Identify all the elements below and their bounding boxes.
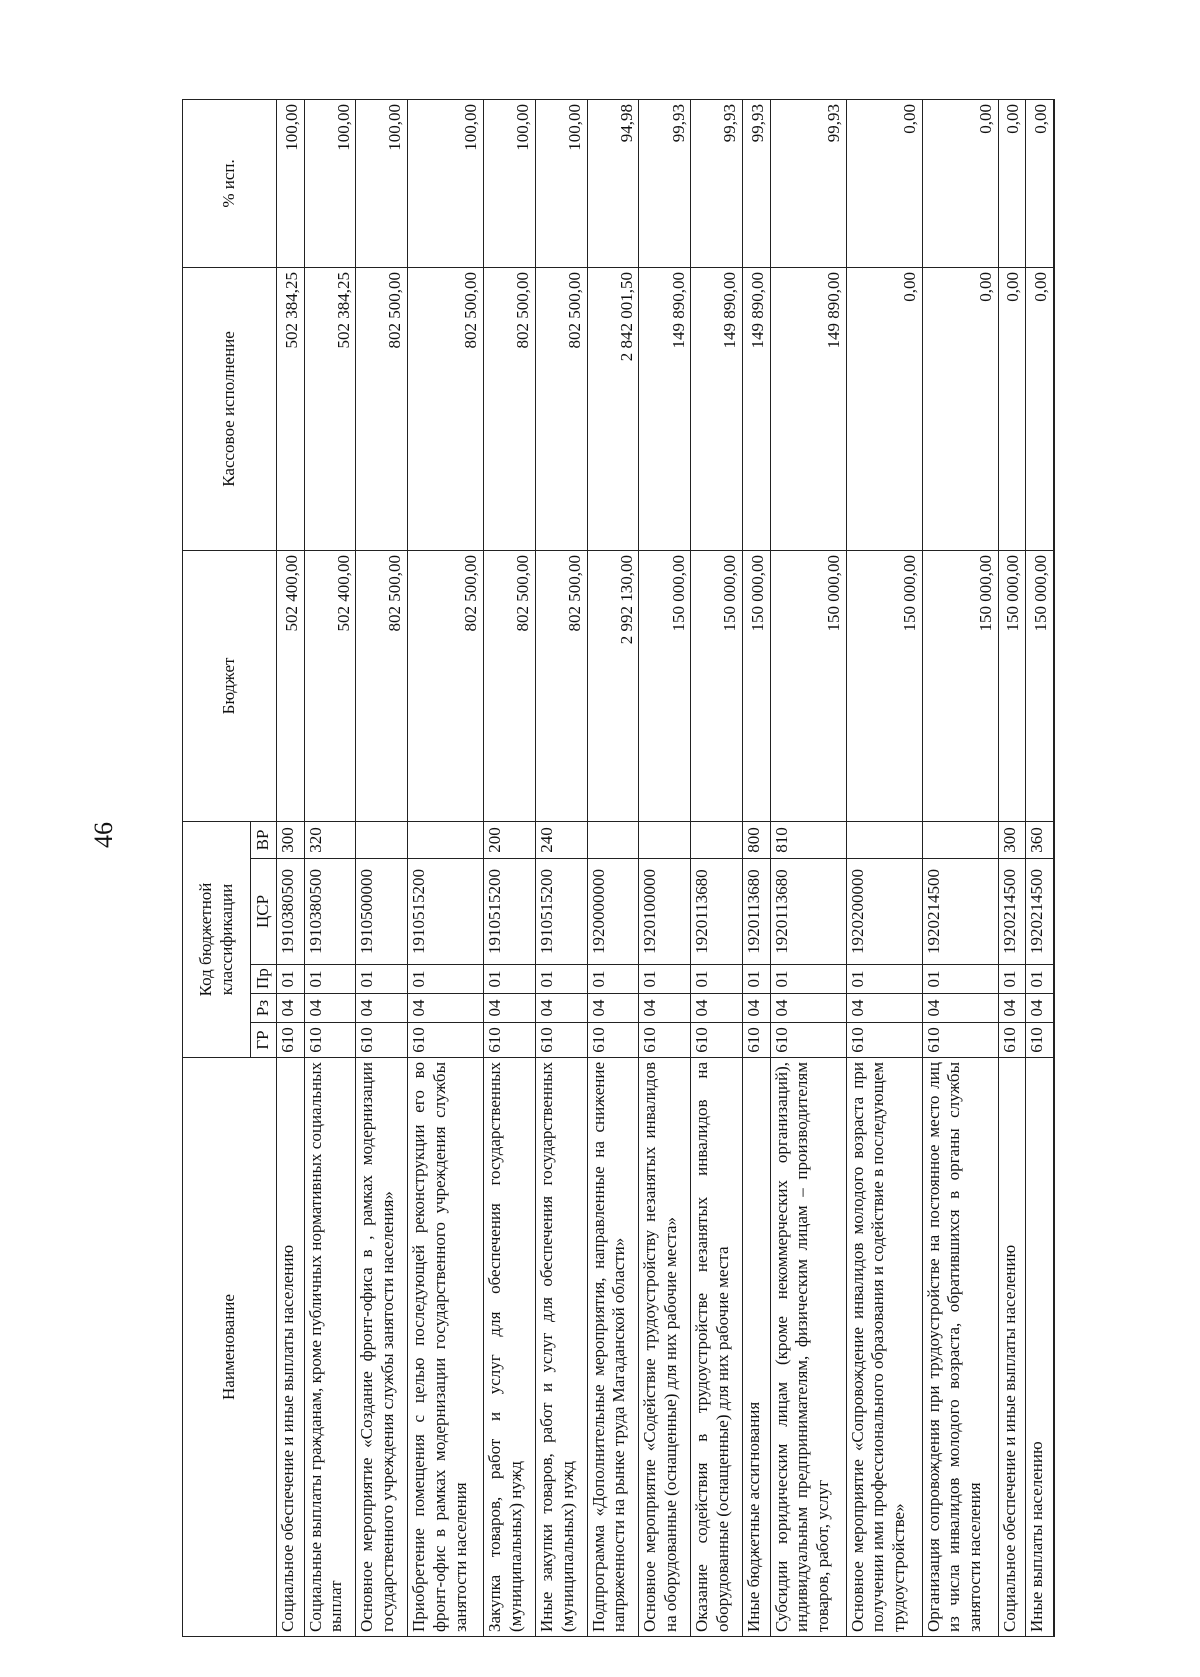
row-vr: 360 <box>1026 821 1054 858</box>
row-rz: 04 <box>535 994 587 1023</box>
row-percent: 99,93 <box>639 99 691 267</box>
row-name: Подпрограмма «Дополнительные мероприятия, направленные на снижение напряженности на рынке труда Магаданской области» <box>587 1058 639 1637</box>
row-gr: 610 <box>535 1023 587 1058</box>
row-vr: 240 <box>535 821 587 858</box>
row-rz: 04 <box>770 994 846 1023</box>
row-rz: 04 <box>304 994 356 1023</box>
row-name: Иные выплаты населению <box>1026 1058 1054 1637</box>
table-header <box>183 99 277 1636</box>
row-gr: 610 <box>922 1023 998 1058</box>
row-name: Иные закупки товаров, работ и услуг для обеспечения государственных (муниципальных) нужд <box>535 1058 587 1637</box>
row-rz: 04 <box>691 994 743 1023</box>
row-rz: 04 <box>484 994 536 1023</box>
row-pr: 01 <box>846 965 922 994</box>
row-budget: 2 992 130,00 <box>587 550 639 821</box>
row-csr: 1920100000 <box>639 859 691 965</box>
row-vr <box>846 821 922 858</box>
row-rz: 04 <box>408 994 484 1023</box>
row-csr: 1920113680 <box>743 859 771 965</box>
row-budget: 150 000,00 <box>998 550 1026 821</box>
header-csr: ЦСР <box>251 859 277 965</box>
row-name: Социальное обеспечение и иные выплаты населению <box>998 1058 1026 1637</box>
row-name: Основное мероприятие «Создание фронт-офиса в , рамках модернизации государственного учреждения службы занятости населения» <box>356 1058 408 1637</box>
row-name: Основное мероприятие «Сопровождение инвалидов молодого возраста при получении ими профессионального образования и содействие в последующем трудоустройстве» <box>846 1058 922 1637</box>
table-body <box>277 99 1055 1636</box>
row-budget: 150 000,00 <box>691 550 743 821</box>
row-gr: 610 <box>484 1023 536 1058</box>
row-pr: 01 <box>743 965 771 994</box>
row-budget: 502 400,00 <box>277 550 305 821</box>
table-row <box>922 99 998 1636</box>
row-budget: 150 000,00 <box>1026 550 1054 821</box>
row-pr: 01 <box>639 965 691 994</box>
header-vr: ВР <box>251 821 277 858</box>
row-percent: 100,00 <box>408 99 484 267</box>
row-gr: 610 <box>846 1023 922 1058</box>
row-pr: 01 <box>277 965 305 994</box>
row-csr: 1910500000 <box>356 859 408 965</box>
header-name: Наименование <box>183 1058 277 1637</box>
row-cash: 149 890,00 <box>639 267 691 550</box>
row-gr: 610 <box>408 1023 484 1058</box>
row-pr: 01 <box>535 965 587 994</box>
row-pr: 01 <box>587 965 639 994</box>
row-name: Оказание содействия в трудоустройстве незанятых инвалидов на оборудованные (оснащенные) для них рабочие места <box>691 1058 743 1637</box>
table-row <box>408 99 484 1636</box>
row-vr: 320 <box>304 821 356 858</box>
row-name: Основное мероприятие «Содействие трудоустройству незанятых инвалидов на оборудованные (оснащенные) для них рабочие места» <box>639 1058 691 1637</box>
row-rz: 04 <box>639 994 691 1023</box>
row-budget: 802 500,00 <box>408 550 484 821</box>
row-gr: 610 <box>743 1023 771 1058</box>
row-csr: 1920214500 <box>922 859 998 965</box>
row-cash: 149 890,00 <box>770 267 846 550</box>
row-budget: 802 500,00 <box>484 550 536 821</box>
row-pr: 01 <box>304 965 356 994</box>
row-gr: 610 <box>998 1023 1026 1058</box>
row-vr: 810 <box>770 821 846 858</box>
row-cash: 0,00 <box>922 267 998 550</box>
table-row <box>587 99 639 1636</box>
row-csr: 1920214500 <box>998 859 1026 965</box>
row-cash: 802 500,00 <box>356 267 408 550</box>
row-pr: 01 <box>922 965 998 994</box>
row-csr: 1920000000 <box>587 859 639 965</box>
table-row <box>998 99 1026 1636</box>
row-percent: 100,00 <box>535 99 587 267</box>
row-pr: 01 <box>484 965 536 994</box>
row-name: Приобретение помещения с целью последующей реконструкции его во фронт-офис в рамках модернизации государственного учреждения службы занятости населения <box>408 1058 484 1637</box>
page-number: 46 <box>89 822 118 848</box>
row-rz: 04 <box>998 994 1026 1023</box>
row-percent: 0,00 <box>922 99 998 267</box>
table-row <box>304 99 356 1636</box>
row-cash: 0,00 <box>998 267 1026 550</box>
row-csr: 1920113680 <box>691 859 743 965</box>
row-name: Организация сопровождения при трудоустройстве на постоянное место лиц из числа инвалидов молодого возраста, обратившихся в органы службы занятости населения <box>922 1058 998 1637</box>
row-vr: 800 <box>743 821 771 858</box>
row-vr <box>587 821 639 858</box>
row-csr: 1920200000 <box>846 859 922 965</box>
row-cash: 0,00 <box>846 267 922 550</box>
table-row <box>639 99 691 1636</box>
table-row <box>743 99 771 1636</box>
row-cash: 0,00 <box>1026 267 1054 550</box>
row-rz: 04 <box>1026 994 1054 1023</box>
row-percent: 100,00 <box>484 99 536 267</box>
row-csr: 1920113680 <box>770 859 846 965</box>
row-rz: 04 <box>922 994 998 1023</box>
row-budget: 150 000,00 <box>639 550 691 821</box>
row-csr: 1920214500 <box>1026 859 1054 965</box>
row-vr <box>356 821 408 858</box>
row-cash: 149 890,00 <box>691 267 743 550</box>
row-csr: 1910380500 <box>304 859 356 965</box>
row-cash: 149 890,00 <box>743 267 771 550</box>
row-vr <box>922 821 998 858</box>
row-percent: 100,00 <box>277 99 305 267</box>
row-cash: 802 500,00 <box>535 267 587 550</box>
row-budget: 150 000,00 <box>846 550 922 821</box>
header-percent: % исп. <box>183 99 277 267</box>
row-vr: 300 <box>277 821 305 858</box>
table-row <box>277 99 305 1636</box>
row-rz: 04 <box>743 994 771 1023</box>
row-rz: 04 <box>587 994 639 1023</box>
header-rz: Рз <box>251 994 277 1023</box>
row-pr: 01 <box>998 965 1026 994</box>
table-row <box>846 99 922 1636</box>
header-pr: Пр <box>251 965 277 994</box>
table-row <box>770 99 846 1636</box>
row-percent: 99,93 <box>743 99 771 267</box>
row-gr: 610 <box>1026 1023 1054 1058</box>
row-rz: 04 <box>356 994 408 1023</box>
table-row <box>1026 99 1054 1636</box>
rotated-budget-table-sheet <box>182 100 1055 1637</box>
row-budget: 150 000,00 <box>922 550 998 821</box>
row-gr: 610 <box>304 1023 356 1058</box>
row-gr: 610 <box>691 1023 743 1058</box>
row-vr: 300 <box>998 821 1026 858</box>
row-csr: 1910515200 <box>408 859 484 965</box>
header-cash-execution: Кассовое исполнение <box>183 267 277 550</box>
table-row <box>484 99 536 1636</box>
row-gr: 610 <box>587 1023 639 1058</box>
row-rz: 04 <box>277 994 305 1023</box>
row-budget: 802 500,00 <box>535 550 587 821</box>
row-csr: 1910380500 <box>277 859 305 965</box>
row-vr <box>408 821 484 858</box>
row-gr: 610 <box>277 1023 305 1058</box>
row-budget: 502 400,00 <box>304 550 356 821</box>
row-pr: 01 <box>1026 965 1054 994</box>
row-pr: 01 <box>356 965 408 994</box>
row-pr: 01 <box>408 965 484 994</box>
header-code-group: Код бюджетной классификации <box>183 821 251 1057</box>
row-vr <box>639 821 691 858</box>
row-percent: 99,93 <box>770 99 846 267</box>
row-percent: 99,93 <box>691 99 743 267</box>
table-row <box>691 99 743 1636</box>
row-name: Социальные выплаты гражданам, кроме публичных нормативных социальных выплат <box>304 1058 356 1637</box>
row-name: Иные бюджетные ассигнования <box>743 1058 771 1637</box>
row-percent: 100,00 <box>304 99 356 267</box>
row-percent: 0,00 <box>846 99 922 267</box>
table-row <box>356 99 408 1636</box>
row-cash: 2 842 001,50 <box>587 267 639 550</box>
header-budget: Бюджет <box>183 550 277 821</box>
row-percent: 0,00 <box>998 99 1026 267</box>
row-budget: 150 000,00 <box>743 550 771 821</box>
row-gr: 610 <box>356 1023 408 1058</box>
row-gr: 610 <box>770 1023 846 1058</box>
row-name: Субсидии юридическим лицам (кроме некоммерческих организаций), индивидуальным предпринимателям, физическим лицам – производителям товаров, работ, услуг <box>770 1058 846 1637</box>
row-percent: 94,98 <box>587 99 639 267</box>
row-percent: 100,00 <box>356 99 408 267</box>
row-pr: 01 <box>770 965 846 994</box>
row-cash: 502 384,25 <box>304 267 356 550</box>
header-gr: ГР <box>251 1023 277 1058</box>
row-cash: 502 384,25 <box>277 267 305 550</box>
row-name: Социальное обеспечение и иные выплаты населению <box>277 1058 305 1637</box>
row-vr <box>691 821 743 858</box>
table-row <box>535 99 587 1636</box>
row-rz: 04 <box>846 994 922 1023</box>
row-percent: 0,00 <box>1026 99 1054 267</box>
row-gr: 610 <box>639 1023 691 1058</box>
row-vr: 200 <box>484 821 536 858</box>
row-csr: 1910515200 <box>484 859 536 965</box>
row-cash: 802 500,00 <box>408 267 484 550</box>
row-pr: 01 <box>691 965 743 994</box>
row-budget: 802 500,00 <box>356 550 408 821</box>
row-name: Закупка товаров, работ и услуг для обеспечения государственных (муниципальных) нужд <box>484 1058 536 1637</box>
row-budget: 150 000,00 <box>770 550 846 821</box>
budget-execution-table <box>182 99 1055 1637</box>
row-cash: 802 500,00 <box>484 267 536 550</box>
row-csr: 1910515200 <box>535 859 587 965</box>
